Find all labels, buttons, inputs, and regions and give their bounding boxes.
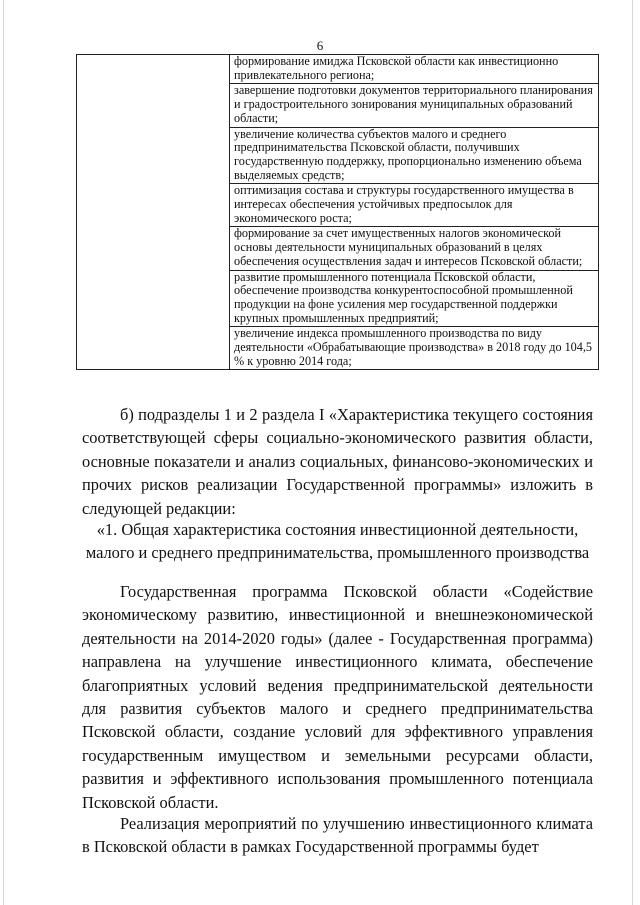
section-heading: «1. Общая характеристика состояния инвестиционной деятельности, малого и среднего предпринимательства, промышленного производства <box>85 520 590 562</box>
paragraph-implementation: Реализация мероприятий по улучшению инвестиционного климата в Псковской области в рамках Государственной программы будет <box>82 814 593 857</box>
paragraph-program-description: Государственная программа Псковской области «Содействие экономическому развитию, инвестиционной и внешнеэкономической деятельности на 2014-2020 годы» (далее - Государственная программа) направлена на улучшение инвестиционного климата, обеспечение благоприятных условий ведения предпринимательской деятельности для развития субъектов малого и среднего предпринимательства Псковской области, создание условий для эффективного управления государственным имуществом и земельными ресурсами области, развития и эффективного использования промышленного потенциала Псковской области. <box>82 582 593 812</box>
table-item: развитие промышленного потенциала Псковской области, обеспечение производства конкурентоспособной промышленной продукции на фоне усиления мер государственной поддержки крупных промышленных предприятий; <box>230 271 598 328</box>
table-item: формирование имиджа Псковской области как инвестиционно привлекательного региона; <box>230 55 598 84</box>
table-item: оптимизация состава и структуры государственного имущества в интересах обеспечения устойчивых предпосылок для экономического роста; <box>230 184 598 227</box>
table-row <box>77 55 599 370</box>
page-number: 6 <box>316 38 324 53</box>
table-left-cell <box>77 55 230 370</box>
table-item: формирование за счет имущественных налогов экономической основы деятельности муниципальных образований в целях обеспечения осуществления задач и интересов Псковской области; <box>230 227 598 270</box>
table-item: завершение подготовки документов территориального планирования и градостроительного зонирования муниципальных образований области; <box>230 84 598 127</box>
table-item: увеличение индекса промышленного производства по виду деятельности «Обрабатывающие производства» в 2018 году до 104,5 % к уровню 2014 года; <box>234 326 593 368</box>
table-right-cell <box>230 55 599 370</box>
scan-edge-right <box>632 0 633 905</box>
scan-edge-left <box>3 0 4 905</box>
paragraph-amendment: б) подразделы 1 и 2 раздела I «Характеристика текущего состояния соответствующей сферы социально-экономического развития области, основные показатели и анализ социальных, финансово-экономических и прочих рисков реализации Государственной программы» изложить в следующей редакции: <box>82 405 593 518</box>
table-item: увеличение количества субъектов малого и среднего предпринимательства Псковской области, получивших государственную поддержку, пропорционально изменению объема выделяемых средств; <box>230 128 598 185</box>
goals-table <box>76 54 599 370</box>
